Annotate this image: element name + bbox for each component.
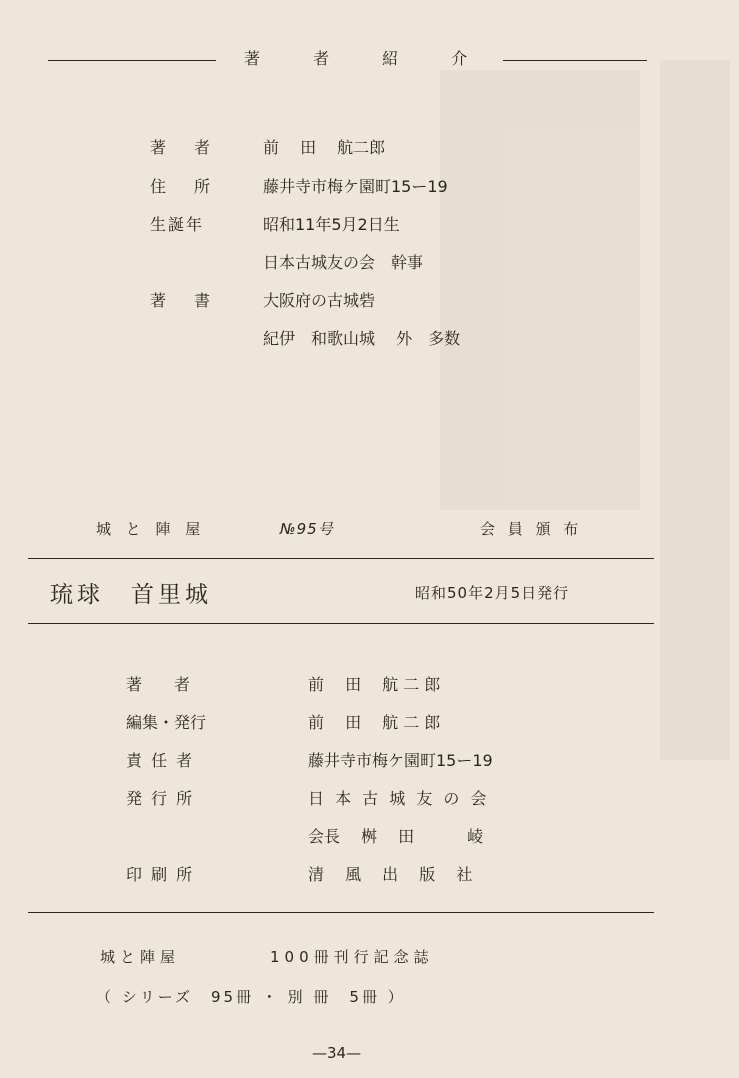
series-number: №95号: [280, 520, 334, 538]
address-value: 藤井寺市梅ケ園町15ー19: [263, 177, 448, 196]
bleed-through-texture-edge: [660, 60, 730, 760]
distribution-note: 会 員 頒 布: [480, 520, 583, 538]
colophon-editor-label: 編集・発行: [126, 713, 207, 732]
author-intro-heading: 著 者 紹 介: [244, 49, 492, 68]
works-value-2: 紀伊 和歌山城 外 多数: [263, 329, 461, 348]
colophon-responsible-label: 責 任 者: [126, 751, 195, 770]
colophon-editor-value: 前 田 航 二 郎: [308, 713, 441, 732]
title-rule-top: [28, 558, 654, 559]
colophon-author-value: 前 田 航 二 郎: [308, 675, 441, 694]
colophon-author-label: 著 者: [126, 675, 191, 694]
colophon-publisher-value: 日 本 古 城 友 の 会: [308, 789, 490, 808]
works-label: 著 書: [150, 291, 217, 310]
colophon-publisher-label: 発 行 所: [126, 789, 195, 808]
birth-year-label: 生誕年: [150, 215, 205, 234]
title-rule-bottom: [28, 623, 654, 624]
author-name: 前 田 航二郎: [263, 138, 386, 157]
colophon-responsible-value: 藤井寺市梅ケ園町15ー19: [308, 751, 493, 770]
bleed-through-texture: [440, 70, 640, 510]
colophon-printer-value: 清 風 出 版 社: [308, 865, 473, 884]
commemoration-title: 100冊刊行記念誌: [270, 948, 434, 966]
issue-date: 昭和50年2月5日発行: [415, 584, 570, 602]
author-label: 著 者: [150, 138, 217, 157]
works-value-1: 大阪府の古城砦: [263, 291, 376, 310]
address-label: 住 所: [150, 177, 217, 196]
book-title: 琉球 首里城: [50, 582, 212, 608]
commemoration-detail: （ シリーズ 95冊 ・ 別 冊 5冊 ）: [96, 988, 406, 1006]
heading-rule-right: [503, 60, 647, 61]
membership-value: 日本古城友の会 幹事: [263, 253, 424, 272]
colophon-chairman-value: 会長 桝 田 崚: [308, 827, 484, 846]
page-number: —34—: [312, 1044, 362, 1062]
birth-year-value: 昭和11年5月2日生: [263, 215, 400, 234]
commemoration-series: 城と陣屋: [100, 948, 181, 966]
colophon-rule-bottom: [28, 912, 654, 913]
series-name: 城 と 陣 屋: [96, 520, 206, 538]
heading-rule-left: [48, 60, 216, 61]
colophon-printer-label: 印 刷 所: [126, 865, 195, 884]
